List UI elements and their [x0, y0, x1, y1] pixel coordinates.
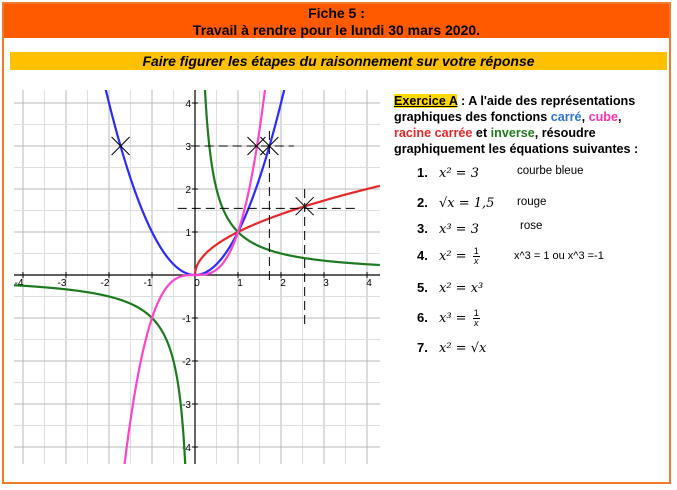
answer-3: rose — [520, 220, 543, 232]
equation-number: 4. — [417, 247, 428, 263]
word-inverse: inverse — [490, 126, 535, 140]
exercise-intro-2: , résoudre graphiquement les équations suivantes : — [394, 126, 639, 156]
x-tick-label: 3 — [323, 278, 329, 289]
equation-2 — [417, 195, 494, 211]
equation-number: 2. — [417, 195, 428, 210]
equation-number: 1. — [417, 165, 428, 180]
word-cube: cube — [588, 110, 618, 124]
fraction: $\frac{1}{x}$ — [473, 246, 479, 266]
equation-text: x² = — [439, 248, 471, 264]
y-tick-label: -2 — [182, 357, 191, 368]
graph-svg — [14, 90, 380, 464]
equation-text: √x = 1,5 — [439, 196, 495, 211]
x-tick-label: 2 — [280, 278, 286, 289]
equation-text: x² = x³ — [439, 281, 484, 296]
x-tick-label: -3 — [57, 278, 67, 289]
equation-number: 3. — [417, 221, 428, 236]
equation-text: x³ = 3 — [439, 222, 479, 237]
x-tick-label: -1 — [143, 278, 153, 289]
answer-1: courbe bleue — [517, 165, 584, 177]
fraction: $\frac{1}{x}$ — [473, 308, 479, 328]
y-tick-label: 4 — [185, 99, 191, 110]
equation-1 — [417, 165, 479, 181]
equation-5 — [417, 280, 483, 296]
curve-inverse-pos — [204, 90, 380, 265]
x-tick-label: 0 — [194, 278, 200, 289]
x-tick-label: -4 — [14, 278, 24, 289]
exercise-title: Exercice A — [394, 94, 458, 108]
y-tick-label: 2 — [185, 185, 191, 196]
equation-text: x² = √x — [439, 341, 487, 356]
curve-racine — [195, 186, 380, 275]
equation-text: x³ = — [439, 310, 471, 326]
sep-1: , — [581, 110, 589, 124]
header — [4, 4, 669, 38]
equation-3 — [417, 221, 479, 237]
equation-number: 5. — [417, 280, 428, 295]
x-tick-label: 1 — [237, 278, 243, 289]
exercise-statement — [394, 93, 664, 157]
y-tick-label: -4 — [182, 443, 191, 454]
answer-2: rouge — [517, 196, 547, 208]
equation-number: 6. — [417, 309, 428, 325]
sep-2: , — [617, 110, 622, 124]
equation-number: 7. — [417, 340, 428, 355]
x-tick-label: 4 — [366, 278, 372, 289]
function-graph — [14, 90, 380, 464]
y-tick-label: -1 — [182, 314, 191, 325]
y-tick-label: -3 — [182, 400, 191, 411]
equation-4 — [417, 247, 480, 266]
y-tick-label: 3 — [185, 142, 191, 153]
word-racine: racine carrée — [394, 126, 473, 140]
word-carre: carré — [550, 110, 582, 124]
sheet-title: Fiche 5 : — [308, 5, 365, 21]
equation-text: x² = 3 — [439, 166, 479, 181]
instruction-banner: Faire figurer les étapes du raisonnement sur votre réponse — [10, 52, 667, 70]
equation-7 — [417, 340, 486, 356]
equation-6 — [417, 309, 480, 328]
sheet-due-date: Travail à rendre pour le lundi 30 mars 2020. — [192, 22, 481, 38]
curve-inverse-neg — [14, 285, 186, 464]
y-tick-label: 1 — [185, 228, 191, 239]
exercise-intro-1: : A l'aide des représentations graphiques des fonctions — [394, 94, 636, 124]
word-et: et — [472, 126, 491, 140]
x-tick-label: -2 — [100, 278, 110, 289]
answer-4: x^3 = 1 ou x^3 =-1 — [514, 250, 604, 262]
